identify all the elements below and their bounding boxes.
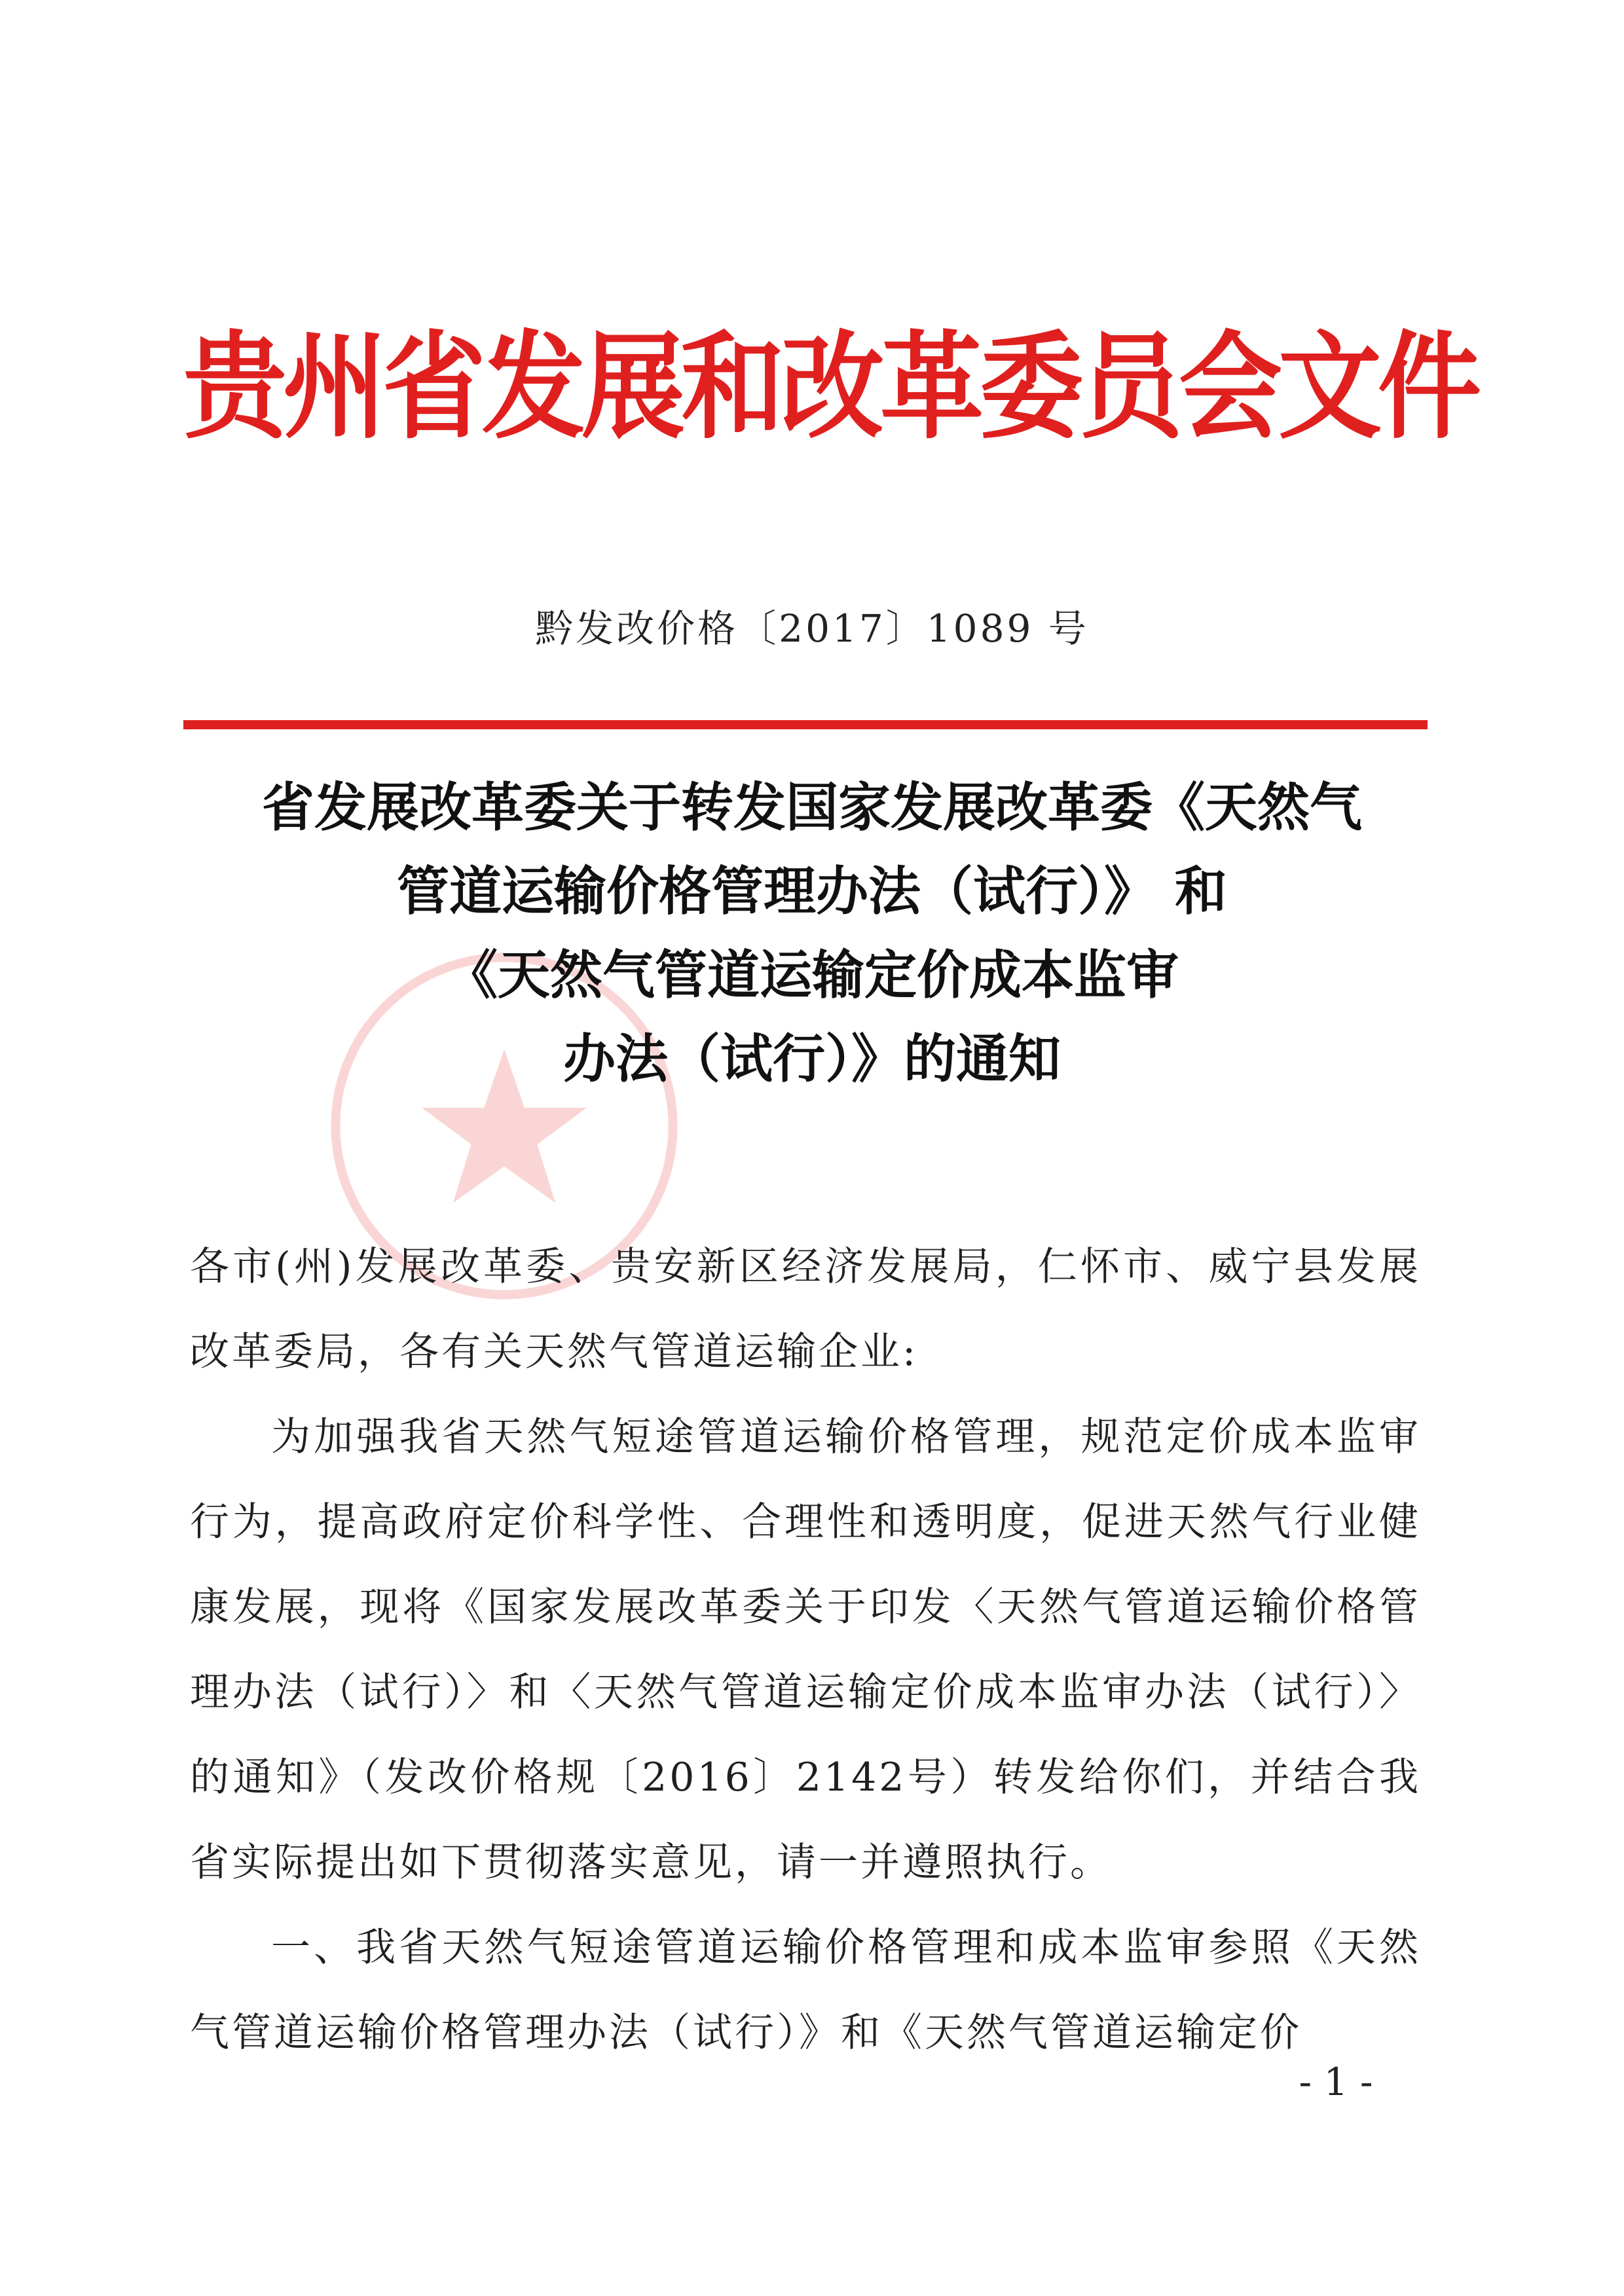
notice-title-line: 办法（试行）》的通知 [563,1029,1061,1089]
notice-title-line: 《天然气管道运输定价成本监审 [445,945,1179,1006]
masthead-title: 贵州省发展和改革委员会文件 [183,319,1477,456]
body-paragraph: 一、我省天然气短途管道运输价格管理和成本监审参照《天然气管道运输价格管理办法（试行）》和《天然气管道运输定价 [190,1925,1421,2056]
notice-body [190,1224,1421,2075]
document-number: 黔发改价格〔2017〕1089 号 [535,606,1089,651]
red-divider-line [183,720,1428,729]
notice-title-line: 省发展改革委关于转发国家发展改革委《天然气 [262,777,1362,838]
page-number: - 1 - [1299,2060,1373,2104]
notice-title-line: 管道运输价格管理办法（试行）》 和 [397,861,1227,922]
addressee: 各市(州)发展改革委、贵安新区经济发展局，仁怀市、威宁县发展改革委局，各有关天然气管道运输企业: [190,1244,1421,1375]
notice-title [177,766,1447,1101]
body-paragraph: 为加强我省天然气短途管道运输价格管理，规范定价成本监审行为，提高政府定价科学性、合理性和透明度，促进天然气行业健康发展，现将《国家发展改革委关于印发〈天然气管道运输价格管理办法（试行）〉和〈天然气管道运输定价成本监审办法（试行）〉的通知》（发改价格规〔2016〕2142号）转发给你们，并结合我省实际提出如下贯彻落实意见，请一并遵照执行。 [190,1414,1421,1886]
